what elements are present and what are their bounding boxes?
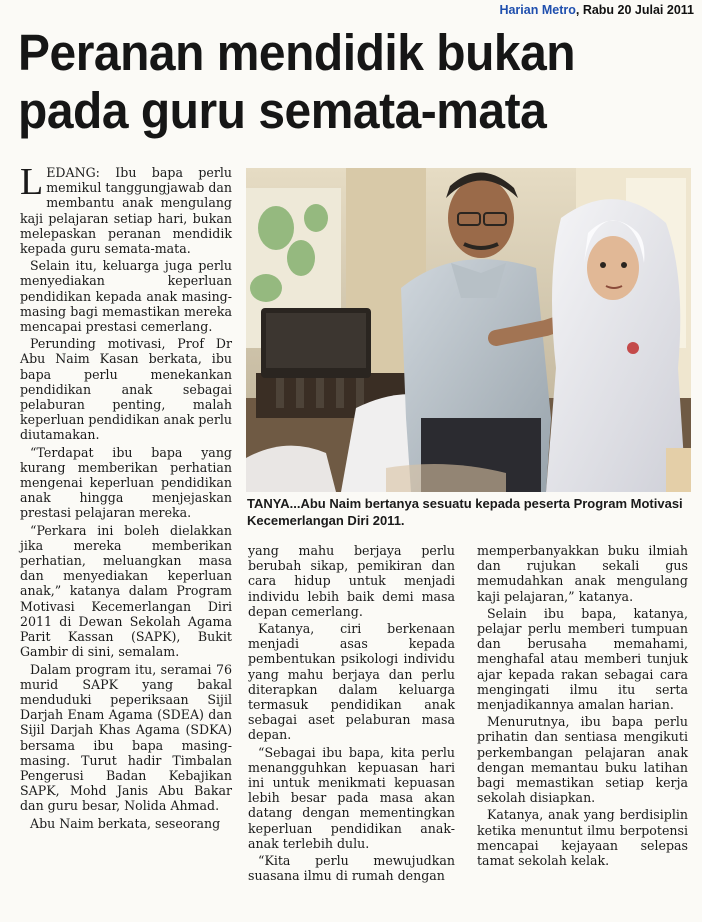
paragraph: “Kita perlu mewujudkan suasana ilmu di rumah dengan: [248, 853, 455, 884]
paragraph: “Perkara ini boleh dielakkan jika mereka memberikan perhatian, meluangkan masa dan menyediakan keperluan anak,” katanya dalam Program Motivasi Kecemerlangan Diri 2011 di Dewan Sekolah Agama Parit Kassan (SAPK), Bukit Gambir di sini, semalam.: [20, 522, 232, 660]
paragraph: memperbanyakkan buku ilmiah dan rujukan sekali gus memudahkan anak mengulang kaji pelajaran,” katanya.: [477, 543, 688, 604]
masthead-separator: ,: [575, 3, 583, 17]
headline: [18, 24, 648, 140]
masthead: [499, 3, 694, 17]
drop-cap: L: [20, 161, 44, 203]
masthead-paper: Harian Metro: [499, 3, 576, 17]
photo-caption: [247, 496, 691, 529]
caption-label: TANYA...: [247, 496, 301, 511]
masthead-date: Rabu 20 Julai 2011: [582, 3, 694, 17]
paragraph: Abu Naim berkata, seseorang: [30, 815, 221, 831]
paragraph: Dalam program itu, seramai 76 murid SAPK yang bakal menduduki peperiksaan Sijil Darjah Enam Agama (SDEA) dan Sijil Darjah Khas Agama (SDKA) bersama ibu bapa masing-masing. Turut hadir Timbalan Pengerusi Badan Kebajikan SAPK, Mohd Janis Abu Bakar dan guru besar, Nolida Ahmad.: [20, 661, 232, 814]
paragraph: Selain itu, keluarga juga perlu menyediakan keperluan pendidikan kepada anak masing-masing bagi memastikan mereka mencapai prestasi cemerlang.: [20, 258, 232, 335]
paragraph: Katanya, ciri berkenaan menjadi asas kepada pembentukan psikologi individu yang mahu berjaya dan perlu diterapkan dalam keluarga termasuk pendidikan anak sebagai aset pelaburan masa depan.: [248, 621, 455, 743]
paragraph: yang mahu berjaya perlu berubah sikap, pemikiran dan cara hidup untuk menjadi individu lebih baik demi masa depan cemerlang.: [248, 543, 455, 619]
paragraph: “Sebagai ibu bapa, kita perlu menangguhkan kepuasan hari ini untuk menikmati kepuasan lebih besar pada masa akan datang dengan mementingkan keperluan pendidikan anak-anak terlebih dulu.: [248, 744, 455, 851]
photo-illustration: [246, 168, 691, 492]
caption-text: Abu Naim bertanya sesuatu kepada peserta Program Motivasi Kecemerlangan Diri 2011.: [247, 496, 683, 528]
paragraph: Katanya, anak yang berdisiplin ketika menuntut ilmu berpotensi mencapai kejayaan selepas tamat sekolah kelak.: [477, 807, 688, 869]
article-photo: [246, 168, 691, 492]
paragraph: Selain ibu bapa, katanya, pelajar perlu memberi tumpuan dan berusaha memahami, menghafal atau memberi tunjuk ajar kepada rakan sebagai cara mengingati ilmu itu serta menjadikannya amalan harian.: [477, 605, 688, 713]
paragraph: [20, 161, 232, 257]
headline-line-1: Peranan mendidik bukan: [18, 24, 576, 81]
paragraph: “Terdapat ibu bapa yang kurang memberikan perhatian mengenai keperluan pendidikan anak hingga menjejaskan prestasi pelajaran mereka.: [20, 444, 232, 521]
article-column-3: [477, 543, 688, 870]
paragraph-text: EDANG: Ibu bapa perlu memikul tanggungjawab dan membantu anak mengulang kaji pelajaran setiap hari, bukan melepaskan peranan mendidik kepada guru semata-mata.: [20, 165, 232, 257]
article-column-2: [248, 543, 455, 885]
paragraph: Perunding motivasi, Prof Dr Abu Naim Kasan berkata, ibu bapa perlu menekankan pendidikan anak sebagai pelaburan penting, malah keperluan pendidikan anak perlu diutamakan.: [20, 336, 232, 443]
headline-line-2: pada guru semata-mata: [18, 82, 547, 139]
article-column-1: [20, 161, 232, 833]
paragraph: Menurutnya, ibu bapa perlu prihatin dan sentiasa mengikuti perkembangan pelajaran anak dengan memantau buku latihan bagi memastikan setiap kerja sekolah disiapkan.: [477, 714, 688, 806]
